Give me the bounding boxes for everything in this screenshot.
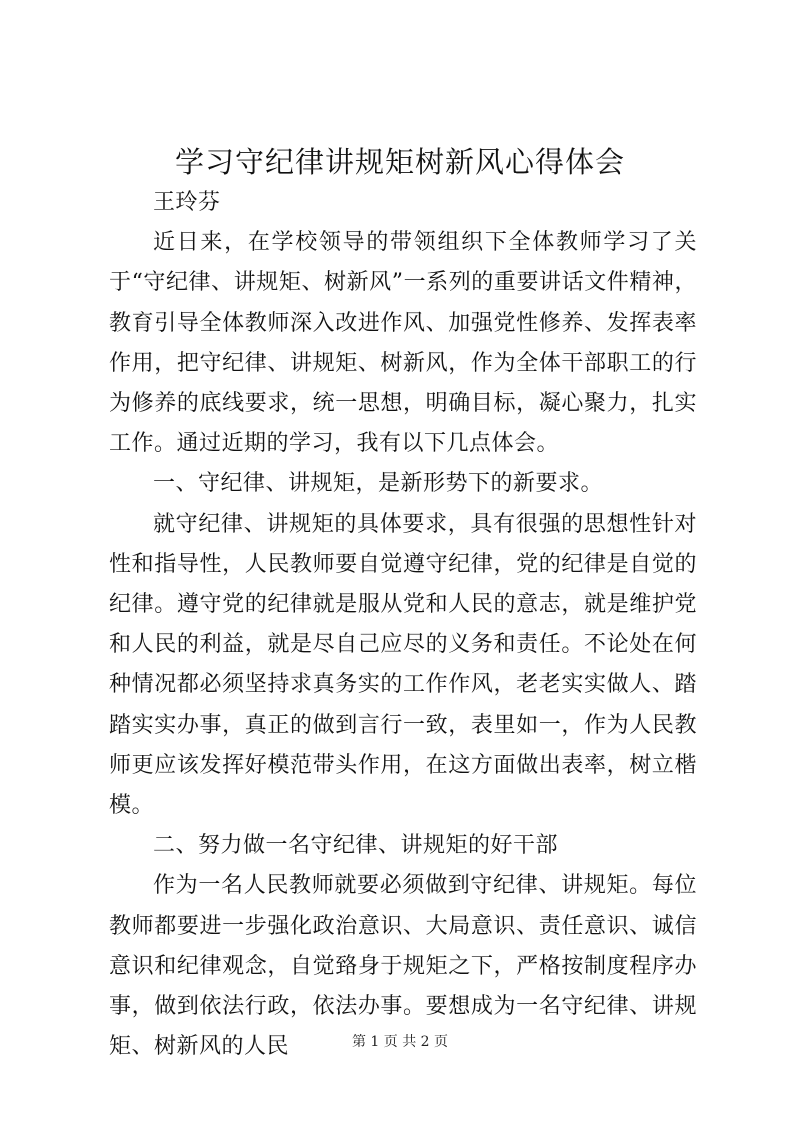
section-heading-2: 二、努力做一名守纪律、讲规矩的好干部	[153, 833, 559, 859]
author-line: 王玲芬	[153, 190, 221, 215]
page-footer: 第 1 页 共 2 页	[351, 1034, 449, 1050]
paragraph-section-2: 作为一名人民教师就要必须做到守纪律、讲规矩。每位教师都要进一步强化政治意识、大局意识、责任意识、诚信意识和纪律观念，自觉臵身于规矩之下，严格按制度程序办事，做到依法行政，依法办事。要想成为一名守纪律、讲规矩、树新风的人民	[109, 873, 697, 1060]
section-heading-1: 一、守纪律、讲规矩，是新形势下的新要求。	[153, 471, 604, 497]
paragraph-section-1: 就守纪律、讲规矩的具体要求，具有很强的思想性针对性和指导性，人民教师要自觉遵守纪律，党的纪律是自觉的纪律。遵守党的纪律就是服从党和人民的意志，就是维护党和人民的利益，就是尽自己应尽的义务和责任。不论处在何种情况都必须坚持求真务实的工作作风，老老实实做人、踏踏实实办事，真正的做到言行一致，表里如一，作为人民教师更应该发挥好模范带头作用，在这方面做出表率，树立楷模。	[109, 511, 697, 819]
paragraph-intro: 近日来，在学校领导的带领组织下全体教师学习了关于“守纪律、讲规矩、树新风”一系列的重要讲话文件精神，教育引导全体教师深入改进作风、加强党性修养、发挥表率作用，把守纪律、讲规矩、树新风，作为全体干部职工的行为修养的底线要求，统一思想，明确目标，凝心聚力，扎实工作。通过近期的学习，我有以下几点体会。	[109, 230, 697, 457]
document-body	[109, 183, 697, 1067]
document-title: 学习守纪律讲规矩树新风心得体会	[174, 145, 625, 179]
